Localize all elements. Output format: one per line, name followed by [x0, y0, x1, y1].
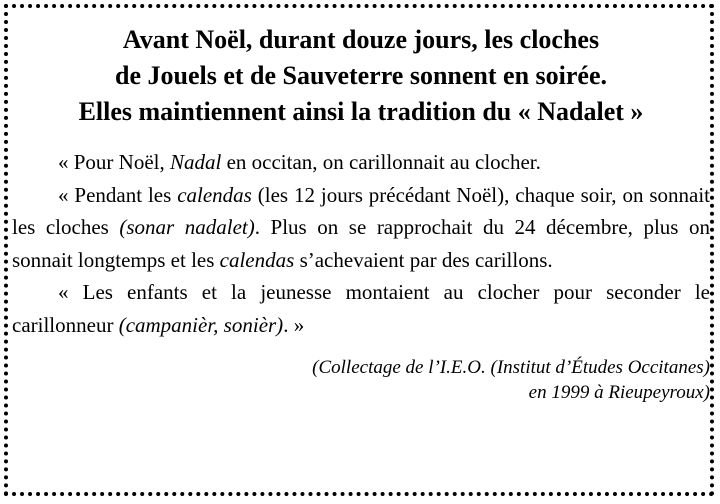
title-line-3: Elles maintiennent ainsi la tradition du « Nadalet »	[78, 97, 644, 126]
source-credit	[12, 355, 710, 405]
paragraph-2	[12, 179, 710, 277]
p1-text-a: « Pour Noël,	[58, 150, 170, 174]
article	[12, 22, 710, 405]
paragraph-1	[12, 146, 710, 179]
p1-text-b: en occitan, on carillonnait au clocher.	[221, 150, 541, 174]
p3-text-a: « Les enfants et la jeunesse montaient au clocher pour seconder le carillonneur	[12, 280, 710, 337]
p2-italic-calendas: calendas	[177, 182, 252, 207]
p3-text-b: . »	[283, 312, 305, 337]
p2-text-d: s’achevaient par des carillons.	[294, 247, 553, 272]
credit-line-1: (Collectage de l’I.E.O. (Institut d’Études Occitanes)	[312, 357, 710, 378]
article-body	[12, 146, 710, 341]
p1-italic-nadal: Nadal	[170, 150, 222, 174]
paragraph-3	[12, 276, 710, 341]
credit-line-2: en 1999 à Rieupeyroux)	[528, 382, 710, 403]
p2-italic-sonar-nadalet: (sonar nadalet)	[119, 215, 255, 239]
article-title	[12, 22, 710, 130]
title-line-2: de Jouels et de Sauveterre sonnent en soirée.	[114, 61, 607, 90]
p3-italic-campanier: (campanièr, sonièr)	[118, 312, 284, 337]
p2-italic-calendas-2: calendas	[219, 247, 295, 272]
p2-text-b: (les 12 jours précédant Noël), chaque soir, on sonnait les cloches	[12, 182, 711, 239]
p2-text-c: . Plus on se rapprochait du 24 décembre, plus on sonnait longtemps et les	[12, 215, 710, 272]
p2-text-a: « Pendant les	[58, 182, 178, 207]
title-line-1: Avant Noël, durant douze jours, les cloches	[122, 25, 600, 54]
